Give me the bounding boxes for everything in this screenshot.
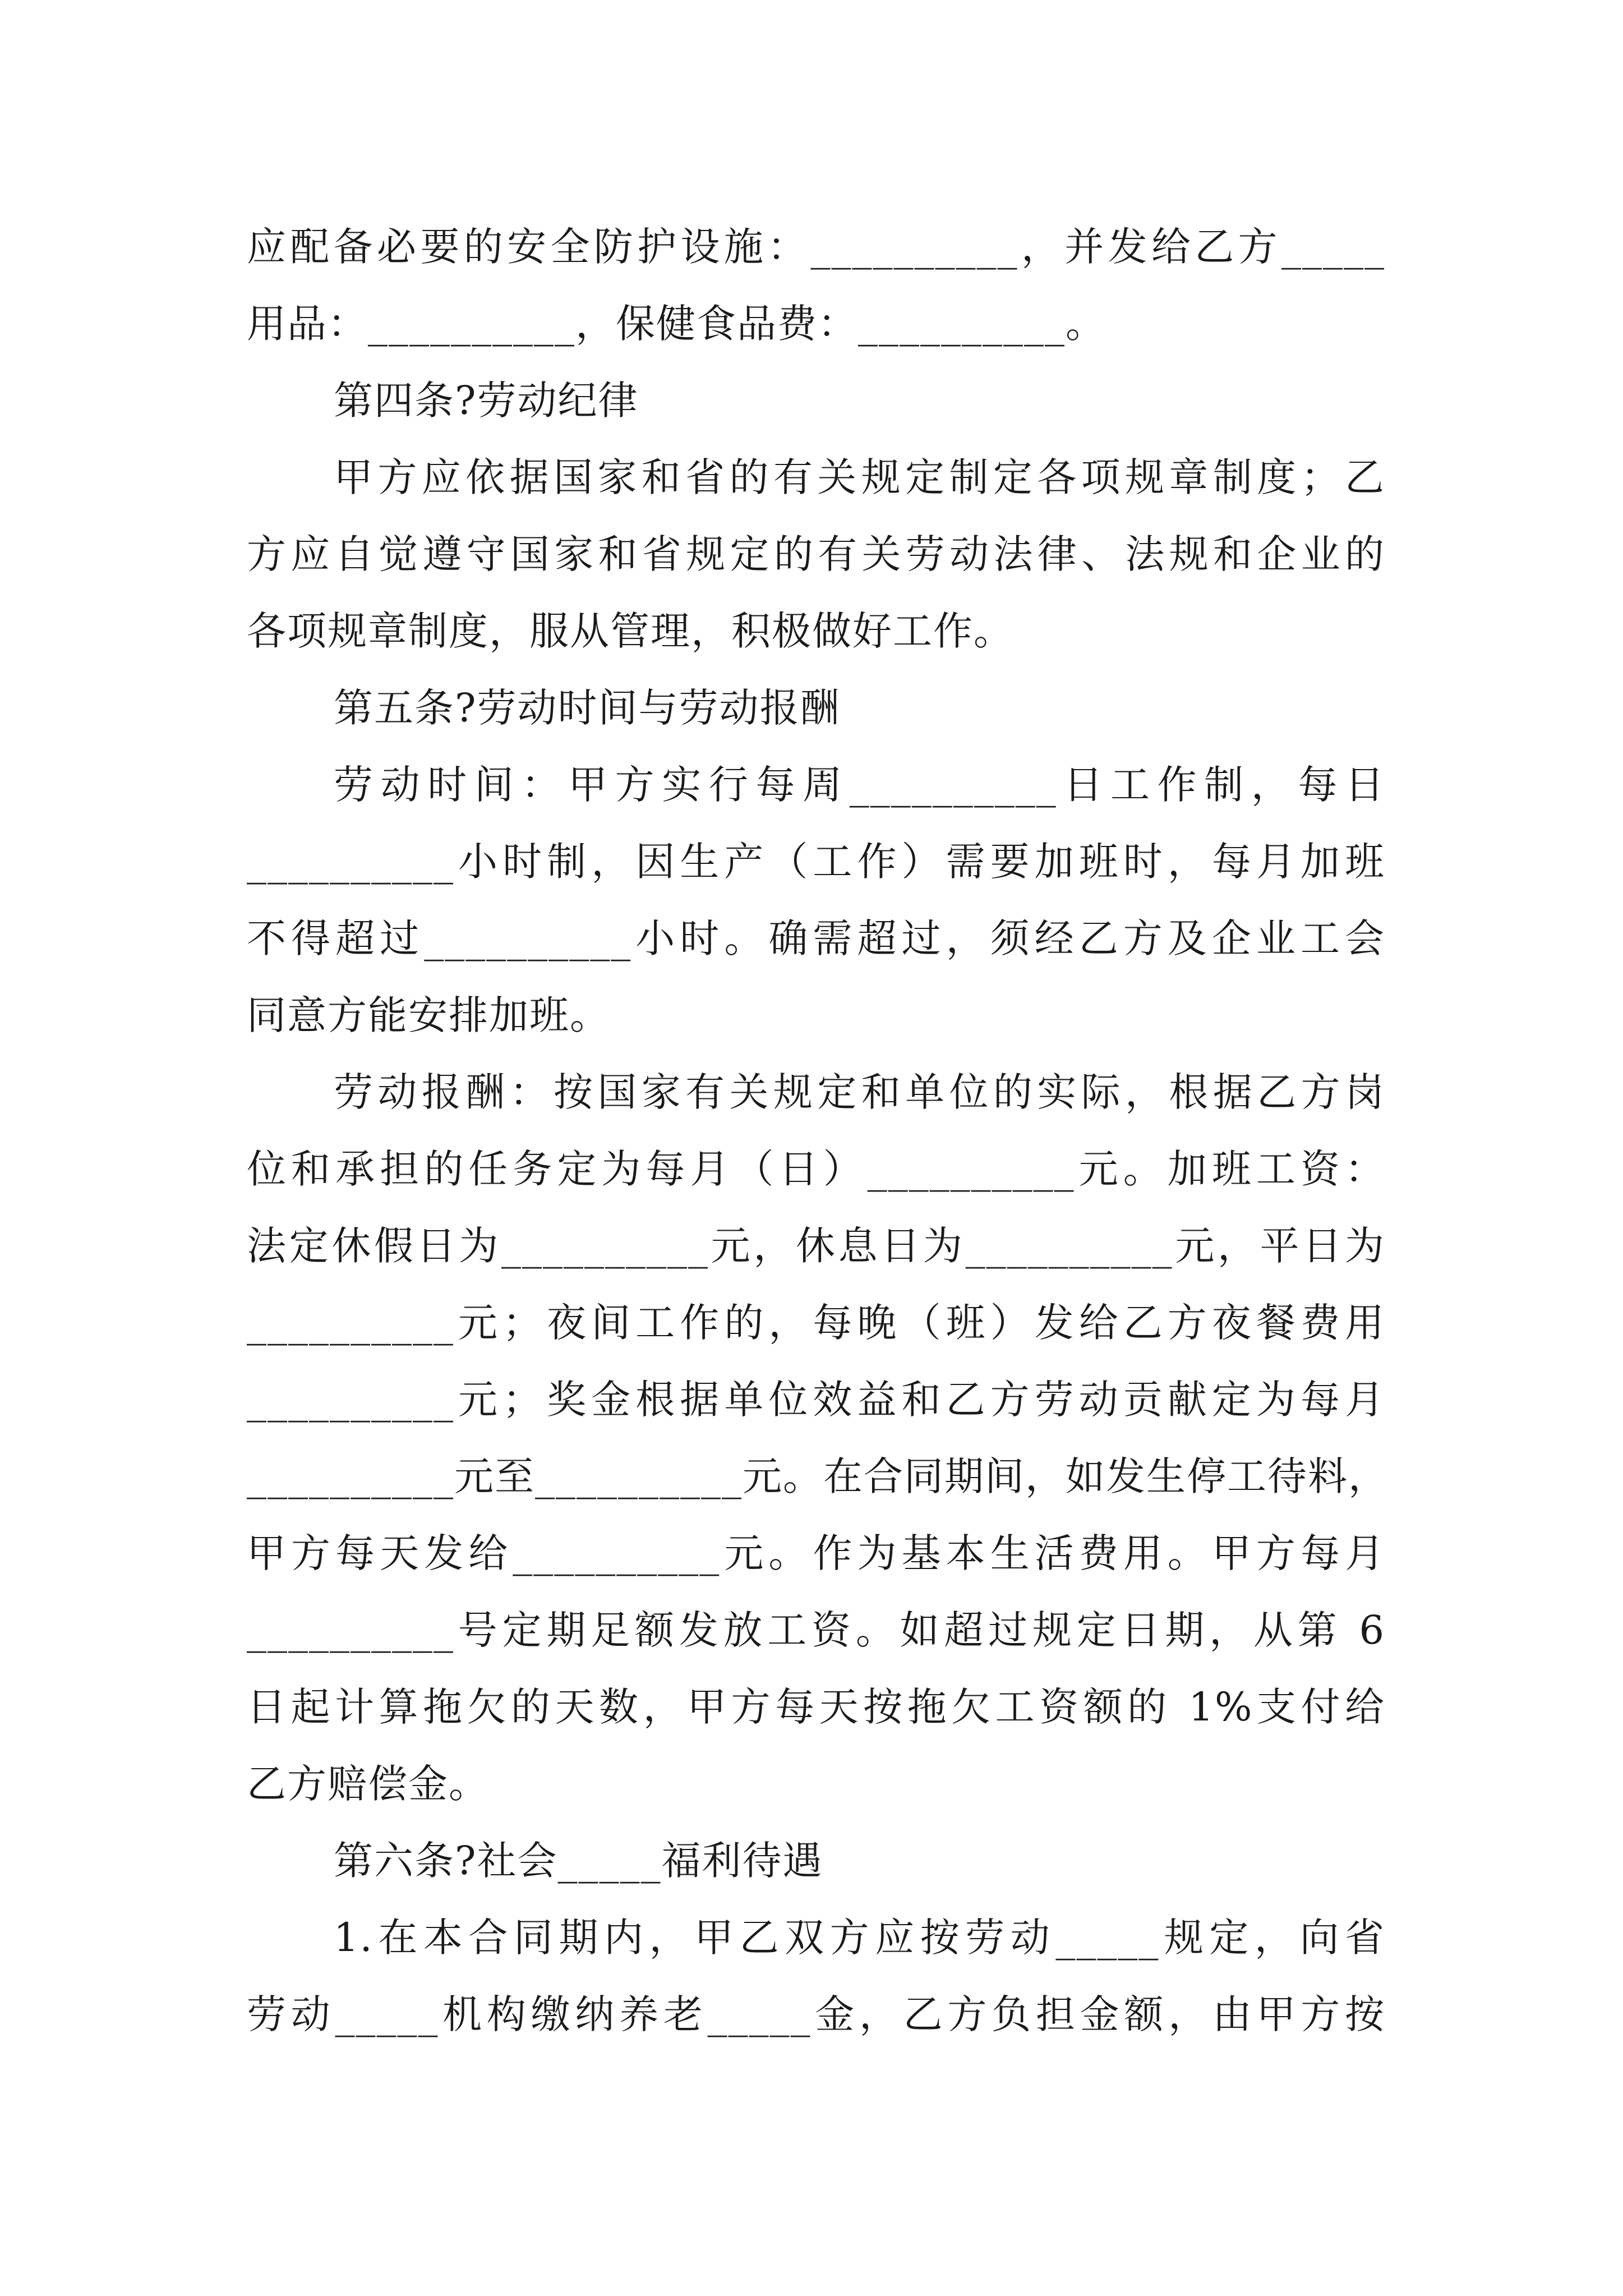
paragraph-line: 方应自觉遵守国家和省规定的有关劳动法律、法规和企业的 — [247, 531, 1385, 577]
paragraph-line: __________元；奖金根据单位效益和乙方劳动贡献定为每月 — [247, 1377, 1385, 1423]
paragraph-line: 位和承担的任务定为每月（日）__________元。加班工资： — [247, 1146, 1385, 1192]
paragraph-line: 日起计算拖欠的天数，甲方每天按拖欠工资额的 1%支付给 — [247, 1684, 1385, 1730]
paragraph-line: __________元；夜间工作的，每晚（班）发给乙方夜餐费用 — [247, 1300, 1385, 1346]
paragraph-line: 同意方能安排加班。 — [247, 992, 610, 1038]
paragraph-line: 应配备必要的安全防护设施：__________，并发给乙方_____ — [247, 224, 1385, 270]
section-heading-6: 第六条?社会_____福利待遇 — [334, 1838, 823, 1884]
paragraph-line: __________小时制，因生产（工作）需要加班时，每月加班 — [247, 839, 1385, 885]
document-body — [247, 209, 1389, 2053]
paragraph-line: 不得超过__________小时。确需超过，须经乙方及企业工会 — [247, 915, 1385, 961]
paragraph-line: 甲方每天发给__________元。作为基本生活费用。甲方每月 — [247, 1530, 1385, 1576]
paragraph-line: 劳动_____机构缴纳养老_____金，乙方负担金额，由甲方按 — [247, 1991, 1385, 2037]
paragraph-line: 用品：__________，保健食品费：__________。 — [247, 301, 1106, 347]
section-heading-4: 第四条?劳动纪律 — [334, 378, 639, 424]
paragraph-line: 劳动报酬：按国家有关规定和单位的实际，根据乙方岗 — [334, 1069, 1385, 1115]
paragraph-line: 各项规章制度，服从管理，积极做好工作。 — [247, 608, 1014, 654]
paragraph-line: 乙方赔偿金。 — [247, 1761, 489, 1807]
paragraph-line: 1.在本合同期内，甲乙双方应按劳动_____规定，向省 — [334, 1915, 1385, 1961]
paragraph-line: 甲方应依据国家和省的有关规定制定各项规章制度；乙 — [334, 454, 1385, 500]
paragraph-line: 法定休假日为__________元，休息日为__________元，平日为 — [247, 1223, 1385, 1269]
paragraph-line: __________号定期足额发放工资。如超过规定日期，从第 6 — [247, 1607, 1385, 1653]
paragraph-line: __________元至__________元。在合同期间，如发生停工待料， — [247, 1453, 1389, 1499]
section-heading-5: 第五条?劳动时间与劳动报酬 — [334, 685, 841, 731]
paragraph-line: 劳动时间：甲方实行每周__________日工作制，每日 — [334, 762, 1385, 808]
